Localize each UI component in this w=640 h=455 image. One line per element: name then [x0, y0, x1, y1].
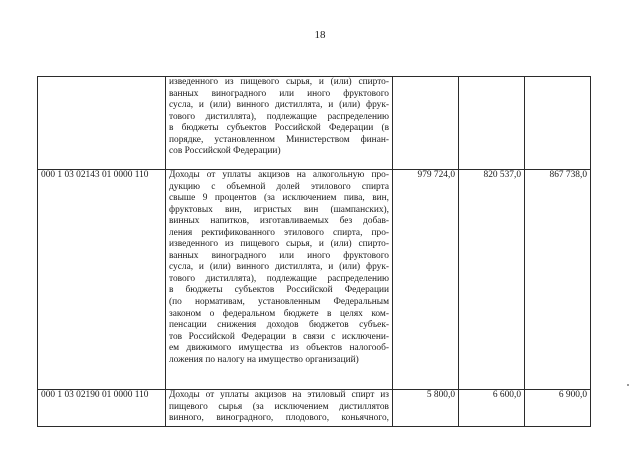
page-number: 18: [314, 29, 326, 41]
description-line: пенсации снижения доходов бюджетов субъек-: [169, 320, 389, 331]
description-cell: [166, 170, 393, 390]
description-line: винных напитков, изготавливаемых без добав-: [169, 216, 389, 227]
description-line: ванных виноградного или иного фруктового: [169, 250, 389, 261]
description-line: ления ректификованного этилового спирта, про-: [169, 227, 389, 238]
value-cell-year-1: 5 800,0: [393, 390, 459, 427]
value-cell-year-2: 6 600,0: [459, 390, 525, 427]
revenue-table: [37, 76, 591, 427]
description-cell: [166, 77, 393, 170]
description-line: винного, виноградного, плодового, коньячного,: [169, 413, 389, 424]
description-line: свыше 9 процентов (за исключением пива, вин,: [169, 193, 389, 204]
description-line: Доходы от уплаты акцизов на алкогольную про-: [169, 170, 389, 180]
table-row: [38, 390, 591, 427]
budget-code-cell: 000 1 03 02190 01 0000 110: [38, 390, 166, 427]
description-line: сусла, и (или) винного дистиллята, и (или) фрук-: [169, 100, 389, 111]
description-cell: [166, 390, 393, 427]
description-line: Доходы от уплаты акцизов на этиловый спирт из: [169, 390, 389, 400]
description-line: ложения по налогу на имущество организаций): [169, 354, 359, 365]
description-line: ванных виноградного или иного фруктового: [169, 88, 389, 99]
description-line: порядке, установленном Министерством финан-: [169, 134, 389, 145]
value-cell-year-3: 867 738,0: [525, 170, 591, 390]
budget-code-cell: 000 1 03 02143 01 0000 110: [38, 170, 166, 390]
description-line: законом о федеральном бюджете в целях ком-: [169, 308, 389, 319]
description-line: сусла, и (или) винного дистиллята, и (или) фрук-: [169, 262, 389, 273]
value-cell-year-1: 979 724,0: [393, 170, 459, 390]
description-line: фруктовых вин, игристых вин (шампанских),: [169, 204, 389, 215]
value-cell-year-3: 6 900,0: [525, 390, 591, 427]
value-cell-year-2: 820 537,0: [459, 170, 525, 390]
description-line: изведенного из пищевого сырья, и (или) спирто-: [169, 239, 389, 250]
scan-speck: [627, 384, 629, 386]
description-line: в бюджеты субъектов Российской Федерации (в: [169, 123, 389, 134]
value-cell-year-1: [393, 77, 459, 170]
table-row: [38, 170, 591, 390]
description-line: изведенного из пищевого сырья, и (или) спирто-: [169, 77, 389, 87]
description-line: тового дистиллята), подлежащие распределению: [169, 111, 389, 122]
table-row: [38, 77, 591, 170]
description-line: дукцию с объемной долей этилового спирта: [169, 181, 389, 192]
description-line: сов Российской Федерации): [169, 146, 281, 157]
description-line: пищевого сырья (за исключением дистиллятов: [169, 401, 389, 412]
description-line: (по нормативам, установленным Федеральным: [169, 297, 389, 308]
value-cell-year-2: [459, 77, 525, 170]
description-line: в бюджеты субъектов Российской Федерации: [169, 285, 389, 296]
value-cell-year-3: [525, 77, 591, 170]
description-line: тов Российской Федерации в связи с исключени-: [169, 331, 389, 342]
description-line: ем движимого имущества из объектов налогооб-: [169, 343, 389, 354]
budget-code-cell: [38, 77, 166, 170]
description-line: тового дистиллята), подлежащие распределению: [169, 273, 389, 284]
